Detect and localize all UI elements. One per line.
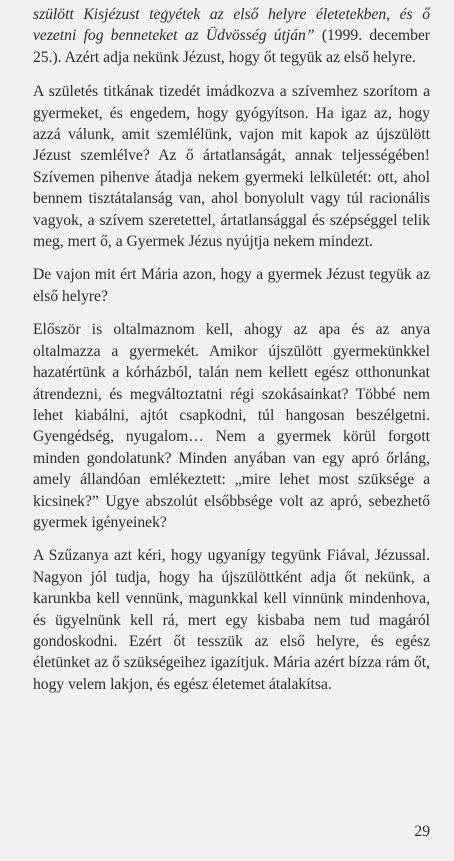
paragraph-1 [33,4,430,68]
paragraph-2: A születés titkának tizedét imádkozva a szívemhez szorítom a gyermeket, és engedem, hogy gyógyítson. Ha igaz az, hogy azzá válunk, amit szemlélünk, vajon mit kapok az újszülött Jézust szemlélve? Az ő ártatlanságát, annak teljességében! Szívemen pihenve átadja nekem gyermeki lelkületét: ott, ahol bennem tisztátalanság van, ahol bonyolult vagy túl racionális vagyok, a szívem szeretettel, ártatlansággal és szépséggel telik meg, mert ő, a Gyermek Jézus nyújtja nekem mindezt. [33,83,430,251]
paragraph-1-text: (1999. december 25.). Azért adja nekünk Jézust, hogy őt tegyük az első helyre. [33,27,430,66]
page-number: 29 [414,823,430,840]
paragraph-1-italic: szülött Kisjézust tegyétek az első helyre életetekben, és ő vezetni fog benneteket az Üdvösség útján” [33,6,430,45]
paragraph-5: A Szűzanya azt kéri, hogy ugyanígy tegyünk Fiával, Jézussal. Nagyon jól tudja, hogy ha újszülöttként adja őt nekünk, a karunkba kell vennünk, magunkkal kell vinnünk mindenhova, és ügyelnünk kell rá, mert egy kisbaba nem tud magáról gondoskodni. Ezért őt tesszük az első helyre, és egész életünket az ő szükségeihez igazítjuk. Mária azért bízza rám őt, hogy velem lakjon, és egész életemet átalakítsa. [33,547,430,693]
book-page [33,4,430,707]
paragraph-3: De vajon mit ért Mária azon, hogy a gyermek Jézust tegyük az első helyre? [33,266,430,305]
paragraph-4: Először is oltalmaznom kell, ahogy az apa és az anya oltalmazza a gyermekét. Amikor újszülött gyermekünkkel hazatértünk a kórházból, talán nem kellett egész otthonunkat átrendezni, és megváltoztatni régi szokásainkat? Többé nem lehet kiabálni, ajtót csapkodni, túl hangosan beszélgetni. Gyengédség, nyugalom… Nem a gyermek körül forgott minden gondolatunk? Minden anyában van egy apró őrláng, amely állandóan emlékeztett: „mire lehet most szüksége a kicsinek?” Ugye abszolút elsőbbsége volt az apró, sebezhető gyermek igényeinek? [33,321,430,531]
